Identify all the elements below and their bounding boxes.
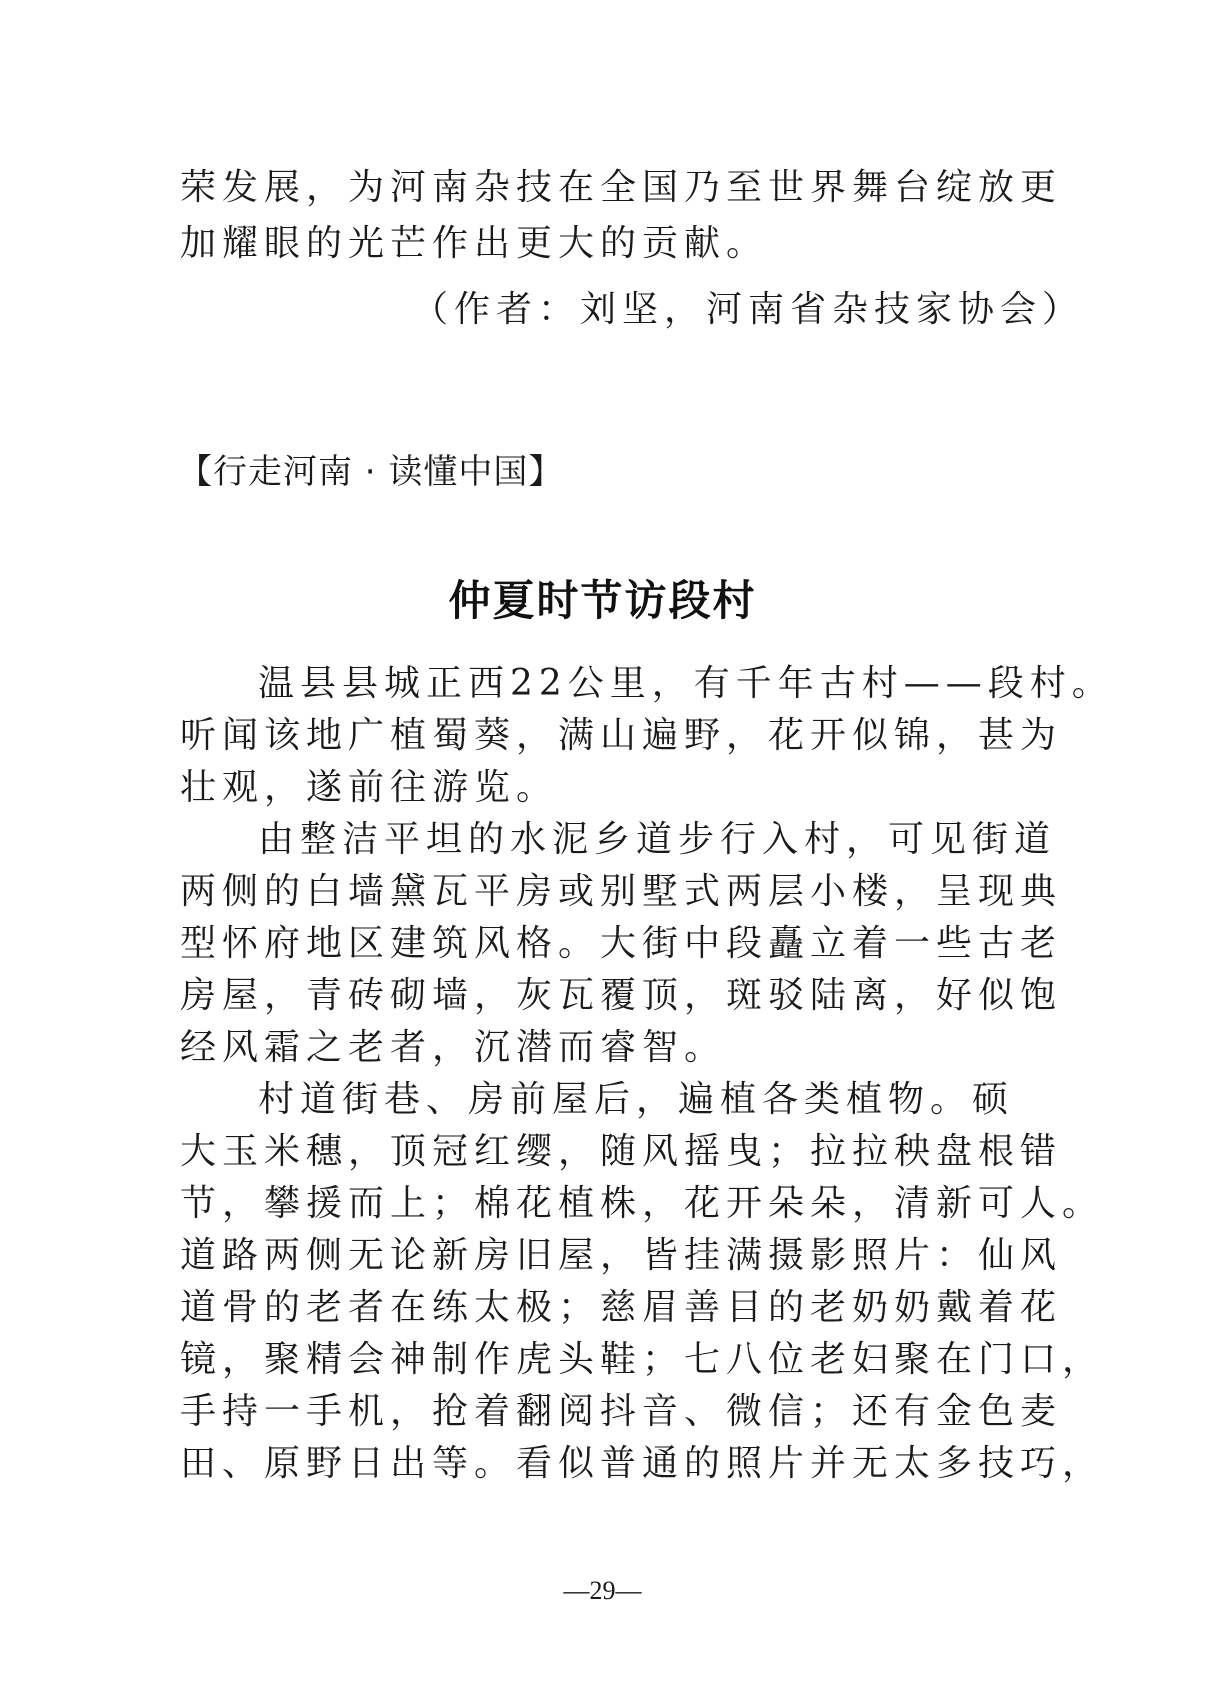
column-tag: 【行走河南 · 读懂中国】 <box>178 452 564 492</box>
article-title: 仲夏时节访段村 <box>448 576 757 625</box>
author-attribution: （作者：刘坚，河南省杂技家协会） <box>412 289 1085 330</box>
body-line-11: 节，攀援而上；棉花植株，花开朵朵，清新可人。 <box>180 1183 1105 1224</box>
body-line-6: 型怀府地区建筑风格。大街中段矗立着一些古老 <box>180 923 1063 964</box>
body-line-1: 温县县城正西22公里，有千年古村——段村。 <box>258 663 1114 704</box>
body-line-2: 听闻该地广植蜀葵，满山遍野，花开似锦，甚为 <box>180 715 1063 756</box>
body-line-13: 道骨的老者在练太极；慈眉善目的老奶奶戴着花 <box>180 1287 1063 1328</box>
body-line-7: 房屋，青砖砌墙，灰瓦覆顶，斑驳陆离，好似饱 <box>180 975 1063 1016</box>
body-line-10: 大玉米穗，顶冠红缨，随风摇曳；拉拉秧盘根错 <box>180 1131 1063 1172</box>
body-line-5: 两侧的白墙黛瓦平房或别墅式两层小楼，呈现典 <box>180 871 1063 912</box>
body-line-3: 壮观，遂前往游览。 <box>180 767 559 808</box>
previous-article-line-2: 加耀眼的光芒作出更大的贡献。 <box>180 223 769 264</box>
body-line-8: 经风霜之老者，沉潜而睿智。 <box>180 1027 727 1068</box>
body-line-15: 手持一手机，抢着翻阅抖音、微信；还有金色麦 <box>180 1391 1063 1432</box>
body-line-9: 村道街巷、房前屋后，遍植各类植物。硕 <box>258 1079 1015 1120</box>
previous-article-line-1: 荣发展，为河南杂技在全国乃至世界舞台绽放更 <box>180 167 1063 208</box>
body-line-12: 道路两侧无论新房旧屋，皆挂满摄影照片：仙风 <box>180 1235 1063 1276</box>
body-line-14: 镜，聚精会神制作虎头鞋；七八位老妇聚在门口， <box>180 1339 1105 1380</box>
body-line-16: 田、原野日出等。看似普通的照片并无太多技巧， <box>180 1443 1105 1484</box>
page-number: —29— <box>563 1576 642 1605</box>
body-line-4: 由整洁平坦的水泥乡道步行入村，可见街道 <box>258 819 1057 860</box>
